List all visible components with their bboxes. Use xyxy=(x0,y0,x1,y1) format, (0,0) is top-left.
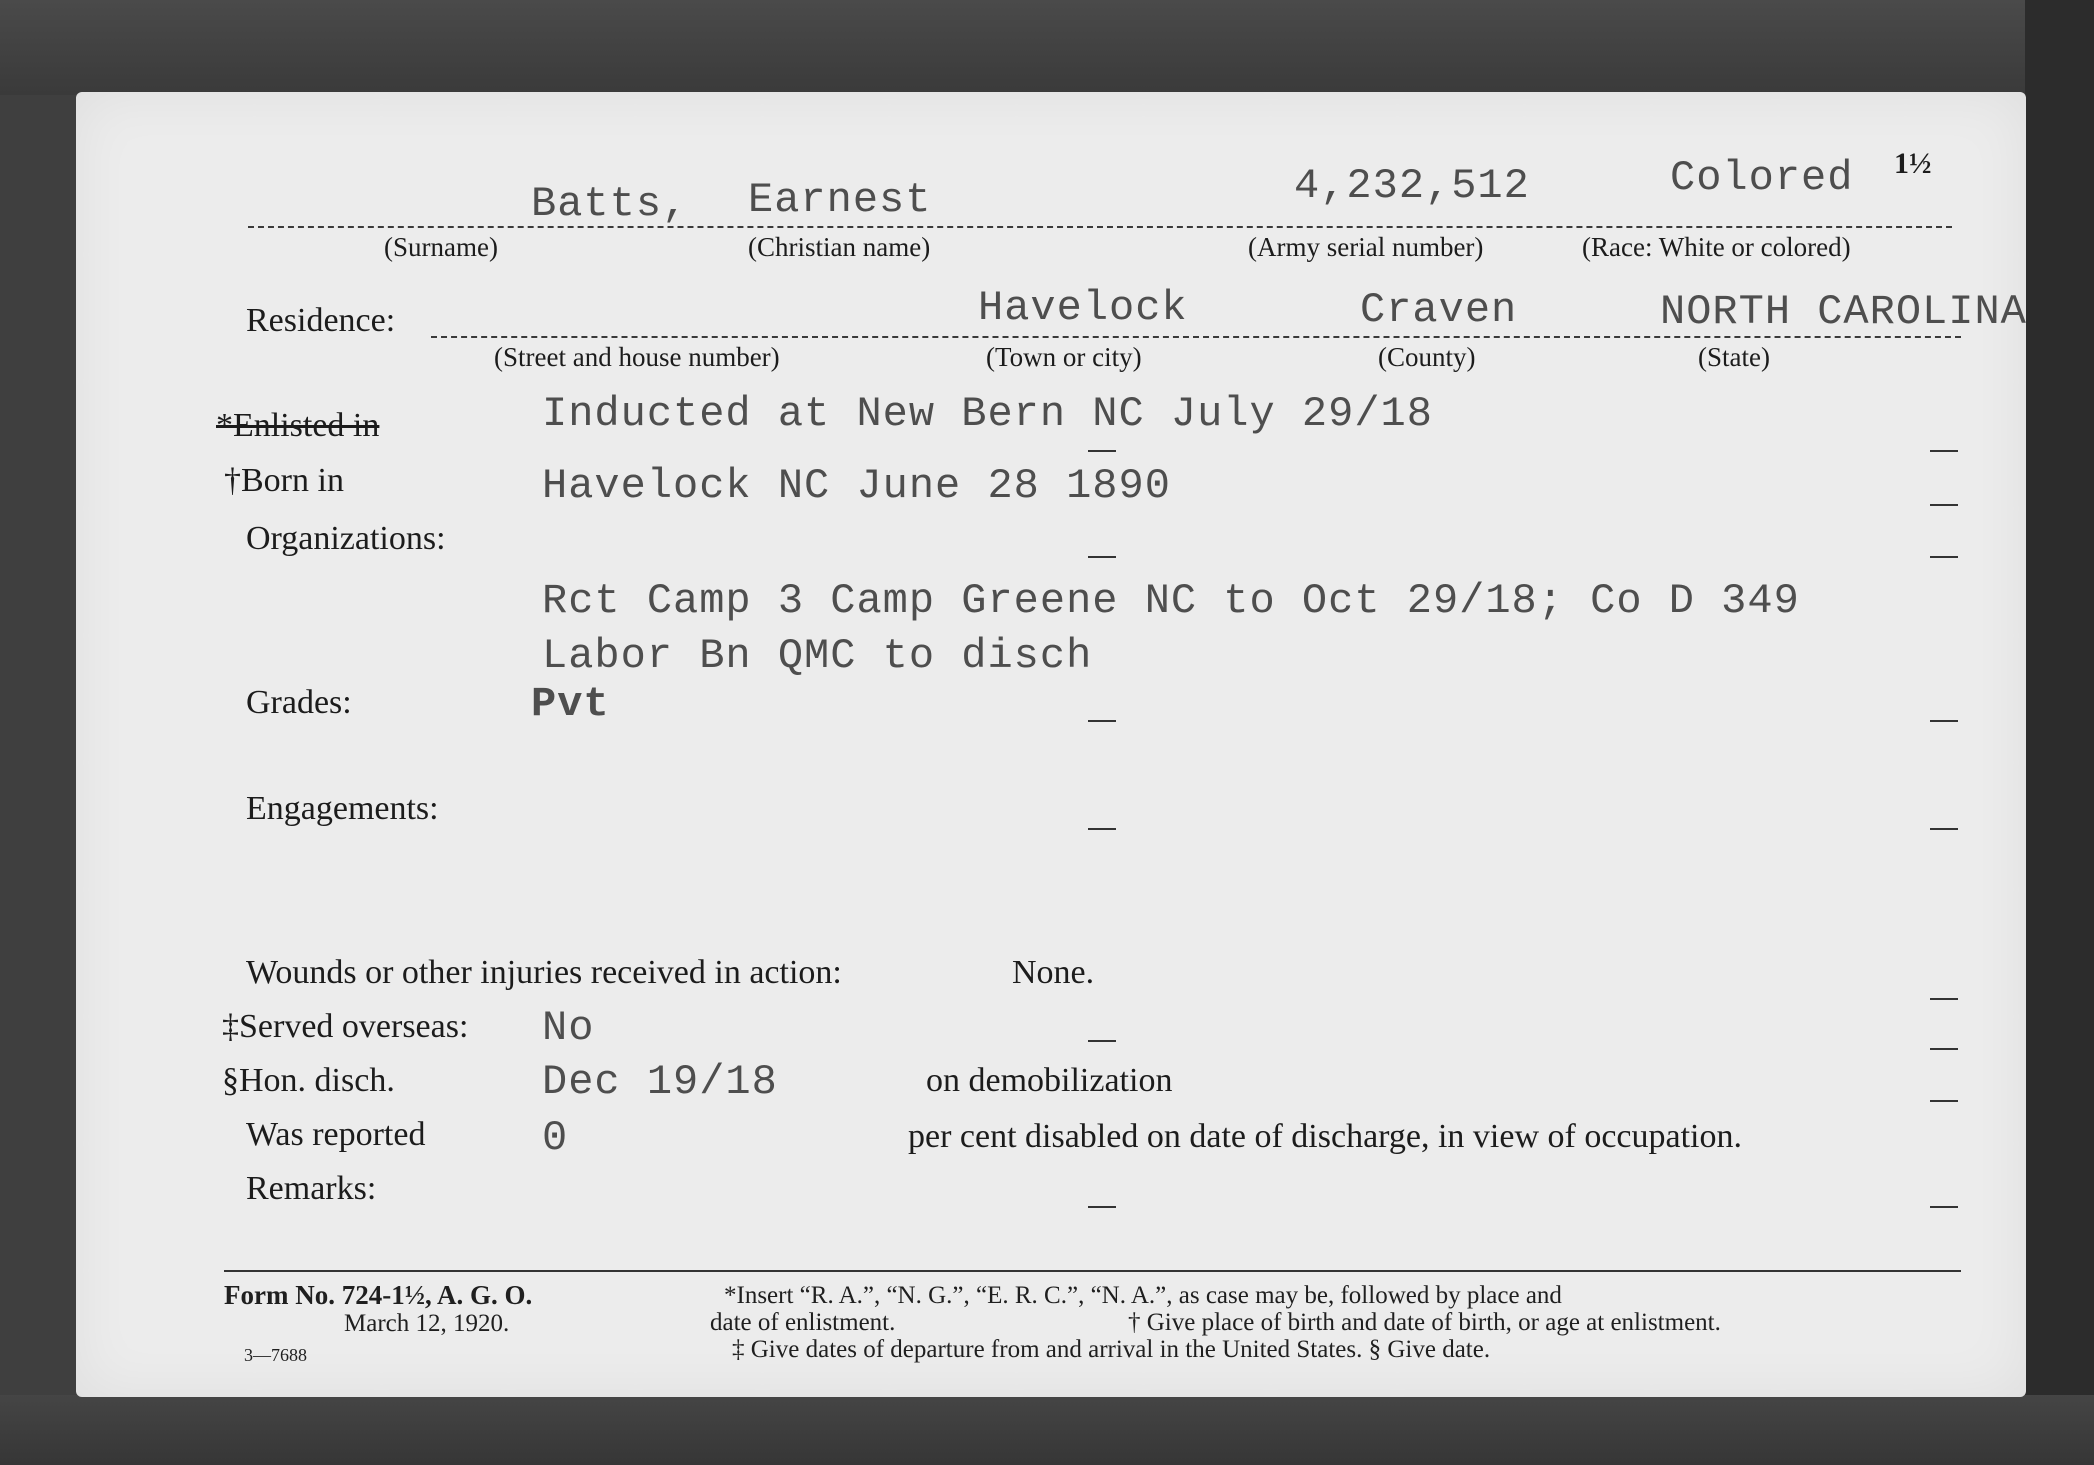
surname-caption: (Surname) xyxy=(384,232,498,262)
margin-dash xyxy=(1088,1040,1116,1042)
footer-rule xyxy=(224,1270,1961,1272)
scan-frame-right xyxy=(2025,0,2094,1465)
service-record-card xyxy=(76,92,2026,1397)
organizations-label: Organizations: xyxy=(246,520,446,557)
margin-dash xyxy=(1088,1206,1116,1208)
residence-line xyxy=(431,336,1961,338)
scan-frame-bottom xyxy=(0,1395,2094,1465)
enlisted-value: Inducted at New Bern NC July 29/18 xyxy=(542,390,1433,438)
card-fraction: 1½ xyxy=(1894,147,1932,180)
margin-dash xyxy=(1930,1048,1958,1050)
margin-dash xyxy=(1930,504,1958,506)
served-overseas-label: ‡Served overseas: xyxy=(222,1008,469,1045)
wounds-label: Wounds or other injuries received in action: xyxy=(246,954,842,991)
margin-dash xyxy=(1930,720,1958,722)
margin-dash xyxy=(1930,998,1958,1000)
organizations-line-1: Rct Camp 3 Camp Greene NC to Oct 29/18; Co D 349 xyxy=(542,577,1800,625)
state-caption: (State) xyxy=(1698,342,1770,372)
footnote-insert: *Insert “R. A.”, “N. G.”, “E. R. C.”, “N. A.”, as case may be, followed by place and xyxy=(724,1282,1562,1309)
margin-dash xyxy=(1088,720,1116,722)
margin-dash xyxy=(1930,556,1958,558)
wounds-value: None. xyxy=(1012,954,1095,991)
remarks-label: Remarks: xyxy=(246,1170,377,1207)
scan-frame-top xyxy=(0,0,2094,95)
born-label: †Born in xyxy=(224,462,344,499)
served-overseas-value: No xyxy=(542,1004,595,1052)
margin-dash xyxy=(1930,828,1958,830)
margin-dash xyxy=(1930,450,1958,452)
hon-discharge-label: §Hon. disch. xyxy=(222,1062,395,1099)
grades-label: Grades: xyxy=(246,684,352,721)
christian-name-value: Earnest xyxy=(748,176,932,224)
was-reported-value: 0 xyxy=(542,1114,569,1162)
form-date: March 12, 1920. xyxy=(344,1310,510,1337)
county-value: Craven xyxy=(1360,286,1518,334)
hon-discharge-note: on demobilization xyxy=(926,1062,1173,1099)
was-reported-label: Was reported xyxy=(246,1116,426,1153)
race-value: Colored xyxy=(1670,154,1854,202)
surname-value: Batts, xyxy=(531,180,689,228)
footnote-enlistment-date: date of enlistment. xyxy=(710,1309,896,1336)
race-caption: (Race: White or colored) xyxy=(1582,232,1851,262)
disability-note: per cent disabled on date of discharge, in view of occupation. xyxy=(908,1118,1742,1155)
street-caption: (Street and house number) xyxy=(494,342,780,372)
enlisted-label: *Enlisted in xyxy=(216,407,380,444)
form-number: Form No. 724-1½, A. G. O. xyxy=(224,1280,533,1310)
town-value: Havelock xyxy=(978,284,1188,332)
residence-label: Residence: xyxy=(246,302,396,339)
margin-dash xyxy=(1088,450,1116,452)
margin-dash xyxy=(1088,556,1116,558)
serial-number-caption: (Army serial number) xyxy=(1248,232,1484,262)
margin-dash xyxy=(1930,1100,1958,1102)
margin-dash xyxy=(1930,1206,1958,1208)
christian-name-caption: (Christian name) xyxy=(748,232,931,262)
footnote-birth: † Give place of birth and date of birth, or age at enlistment. xyxy=(1128,1309,1721,1336)
engagements-label: Engagements: xyxy=(246,790,439,827)
margin-dash xyxy=(1088,828,1116,830)
state-value: NORTH CAROLINA xyxy=(1660,288,2027,336)
name-line xyxy=(248,226,1952,228)
born-value: Havelock NC June 28 1890 xyxy=(542,462,1171,510)
serial-number-value: 4,232,512 xyxy=(1294,162,1530,210)
grades-value: Pvt xyxy=(531,680,610,728)
organizations-line-2: Labor Bn QMC to disch xyxy=(542,632,1093,680)
town-caption: (Town or city) xyxy=(986,342,1142,372)
footnote-departure: ‡ Give dates of departure from and arrival in the United States. § Give date. xyxy=(732,1336,1491,1363)
county-caption: (County) xyxy=(1378,342,1476,372)
hon-discharge-date: Dec 19/18 xyxy=(542,1058,778,1106)
print-code: 3—7688 xyxy=(244,1345,307,1365)
